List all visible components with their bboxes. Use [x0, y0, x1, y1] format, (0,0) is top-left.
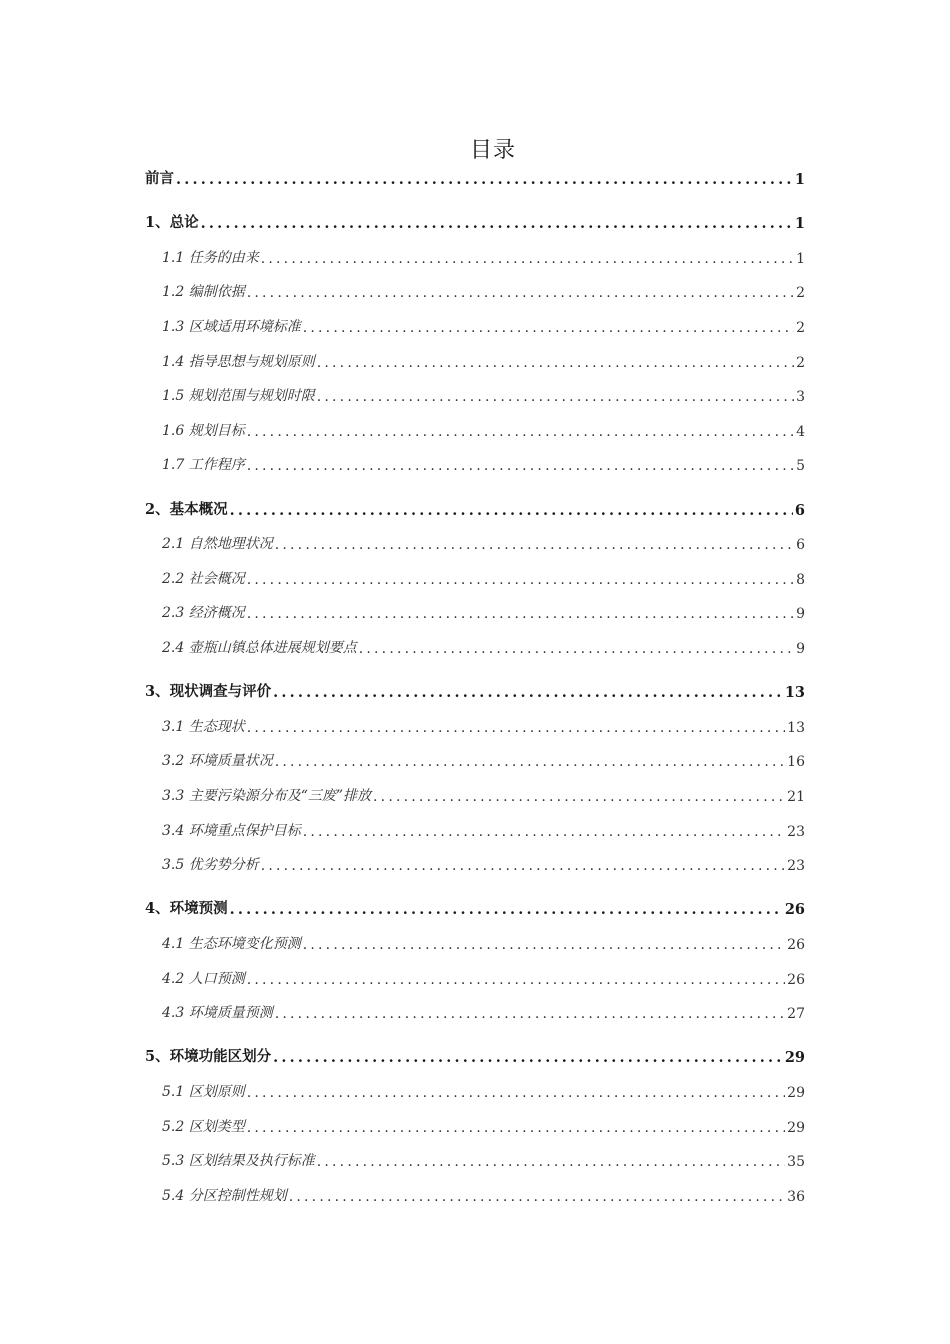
toc-dot-leader: [247, 424, 794, 440]
toc-section-entry[interactable]: [145, 746, 805, 770]
toc-page-number: 1: [794, 215, 805, 233]
toc-page-number: 1: [794, 171, 805, 188]
toc-page-number: 13: [787, 719, 805, 736]
toc-section-entry[interactable]: [145, 1146, 805, 1170]
toc-page-number: 6: [794, 501, 805, 519]
page-title: 目录: [469, 137, 516, 163]
toc-dot-leader: [317, 355, 794, 371]
toc-section-entry[interactable]: [145, 529, 805, 553]
toc-dot-leader: [247, 458, 794, 474]
toc-section-entry[interactable]: [145, 450, 805, 474]
toc-entry-label: 1.7 工作程序: [162, 457, 245, 474]
toc-page-number: 9: [796, 606, 805, 623]
toc-section-entry[interactable]: [145, 1112, 805, 1136]
toc-page-number: 2: [796, 320, 805, 336]
toc-page-number: 2: [796, 285, 805, 302]
toc-dot-leader: [275, 754, 785, 770]
toc-dot-leader: [201, 215, 793, 232]
toc-entry-label: 5.1 区划原则: [162, 1084, 245, 1100]
toc-page-number: 21: [787, 789, 805, 805]
toc-chapter-entry[interactable]: [145, 894, 805, 918]
toc-page-number: 26: [787, 971, 805, 988]
toc-section-entry[interactable]: [145, 277, 805, 301]
toc-entry-label: 1、总论: [145, 214, 199, 232]
toc-page-number: 29: [787, 1119, 805, 1136]
toc-entry-label: 5.4 分区控制性规划: [162, 1187, 287, 1204]
toc-page-number: 36: [787, 1188, 805, 1205]
toc-dot-leader: [261, 251, 794, 267]
toc-entry-label: 2.4 壶瓶山镇总体进展规划要点: [162, 640, 357, 656]
toc-page-number: 35: [787, 1154, 805, 1171]
toc-page-number: 29: [787, 1085, 805, 1101]
toc-section-entry[interactable]: [145, 312, 805, 336]
toc-dot-leader: [275, 1006, 785, 1022]
toc-entry-label: 1.1 任务的由来: [162, 249, 259, 266]
toc-dot-leader: [273, 1049, 783, 1066]
toc-page-number: 9: [796, 641, 805, 657]
toc-dot-leader: [247, 972, 785, 988]
toc-dot-leader: [176, 171, 793, 188]
toc-page-number: 3: [796, 389, 805, 406]
toc-dot-leader: [275, 537, 794, 553]
toc-page-number: 4: [796, 423, 805, 440]
toc-dot-leader: [247, 606, 794, 622]
toc-section-entry[interactable]: [145, 416, 805, 440]
toc-page-number: 1: [796, 250, 805, 267]
toc-dot-leader: [247, 1085, 785, 1101]
toc-entry-label: 4.2 人口预测: [162, 970, 245, 987]
toc-page-number: 5: [796, 458, 805, 475]
toc-section-entry[interactable]: [145, 598, 805, 622]
toc-dot-leader: [247, 285, 794, 301]
toc-entry-label: 3.5 优劣势分析: [162, 857, 259, 874]
toc-dot-leader: [359, 641, 794, 657]
toc-entry-label: 前言: [145, 170, 174, 187]
toc-entry-label: 2.1 自然地理状况: [162, 536, 273, 553]
toc-entry-label: 2.2 社会概况: [162, 570, 245, 587]
toc-entry-label: 5.2 区划类型: [162, 1118, 245, 1135]
toc-dot-leader: [247, 720, 785, 736]
toc-section-entry[interactable]: [145, 347, 805, 371]
toc-page-number: 26: [784, 901, 805, 919]
toc-section-entry[interactable]: [145, 781, 805, 805]
toc-entry-label: 1.3 区域适用环境标准: [162, 319, 301, 335]
toc-section-entry[interactable]: [145, 1077, 805, 1101]
toc-section-entry[interactable]: [145, 1181, 805, 1205]
toc-section-entry[interactable]: [145, 998, 805, 1022]
toc-dot-leader: [247, 572, 794, 588]
toc-section-entry[interactable]: [145, 633, 805, 657]
toc-dot-leader: [303, 824, 785, 840]
toc-page-number: 29: [784, 1049, 805, 1067]
toc-section-entry[interactable]: [145, 712, 805, 736]
toc-section-entry[interactable]: [145, 816, 805, 840]
toc-section-entry[interactable]: [145, 850, 805, 874]
toc-dot-leader: [273, 684, 783, 701]
toc-entry-label: 3.4 环境重点保护目标: [162, 822, 301, 839]
toc-dot-leader: [230, 901, 783, 918]
toc-dot-leader: [261, 858, 785, 874]
toc-entry-label: 1.4 指导思想与规划原则: [162, 353, 315, 370]
toc-dot-leader: [303, 937, 785, 953]
toc-chapter-entry[interactable]: [145, 1042, 805, 1066]
toc-entry-label: 5、环境功能区划分: [145, 1048, 272, 1066]
toc-entry-label: 4.1 生态环境变化预测: [162, 936, 301, 952]
toc-entry-label: 1.5 规划范围与规划时限: [162, 388, 315, 405]
toc-dot-leader: [230, 502, 793, 519]
toc-dot-leader: [247, 1120, 785, 1136]
toc-chapter-entry[interactable]: [145, 495, 805, 519]
toc-entry-label: 2.3 经济概况: [162, 605, 245, 622]
toc-section-entry[interactable]: [145, 381, 805, 405]
toc-section-entry[interactable]: [145, 964, 805, 988]
toc-page-number: 27: [787, 1006, 805, 1023]
toc-page-number: 16: [787, 754, 805, 771]
toc-entry-label: 4.3 环境质量预测: [162, 1005, 273, 1022]
toc-section-entry[interactable]: [145, 929, 805, 953]
toc-dot-leader: [289, 1189, 785, 1205]
toc-entry-label: 3.2 环境质量状况: [162, 753, 273, 770]
toc-entry-label: 4、环境预测: [145, 900, 228, 918]
toc-entry-label: 3、现状调查与评价: [145, 683, 272, 701]
toc-section-entry[interactable]: [145, 243, 805, 267]
toc-dot-leader: [373, 789, 785, 805]
toc-page-number: 13: [784, 684, 805, 702]
toc-chapter-entry[interactable]: [145, 164, 805, 188]
toc-page-number: 2: [796, 354, 805, 371]
toc-page-number: 6: [796, 537, 805, 554]
toc-page-number: 8: [796, 571, 805, 588]
toc-entry-label: 5.3 区划结果及执行标准: [162, 1153, 315, 1170]
toc-entry-label: 2、基本概况: [145, 500, 228, 518]
toc-chapter-entry[interactable]: [145, 208, 805, 232]
toc-section-entry[interactable]: [145, 564, 805, 588]
toc-chapter-entry[interactable]: [145, 677, 805, 701]
toc-entry-label: 3.3 主要污染源分布及“三废”排放: [162, 788, 372, 804]
toc-dot-leader: [317, 1154, 785, 1170]
toc-dot-leader: [303, 320, 794, 336]
toc-entry-label: 1.2 编制依据: [162, 284, 245, 301]
toc-entry-label: 1.6 规划目标: [162, 422, 245, 439]
toc-page-number: 26: [787, 937, 805, 953]
toc-page-number: 23: [787, 858, 805, 875]
toc-dot-leader: [317, 389, 794, 405]
toc-entry-label: 3.1 生态现状: [162, 718, 245, 735]
toc-page-number: 23: [787, 823, 805, 840]
